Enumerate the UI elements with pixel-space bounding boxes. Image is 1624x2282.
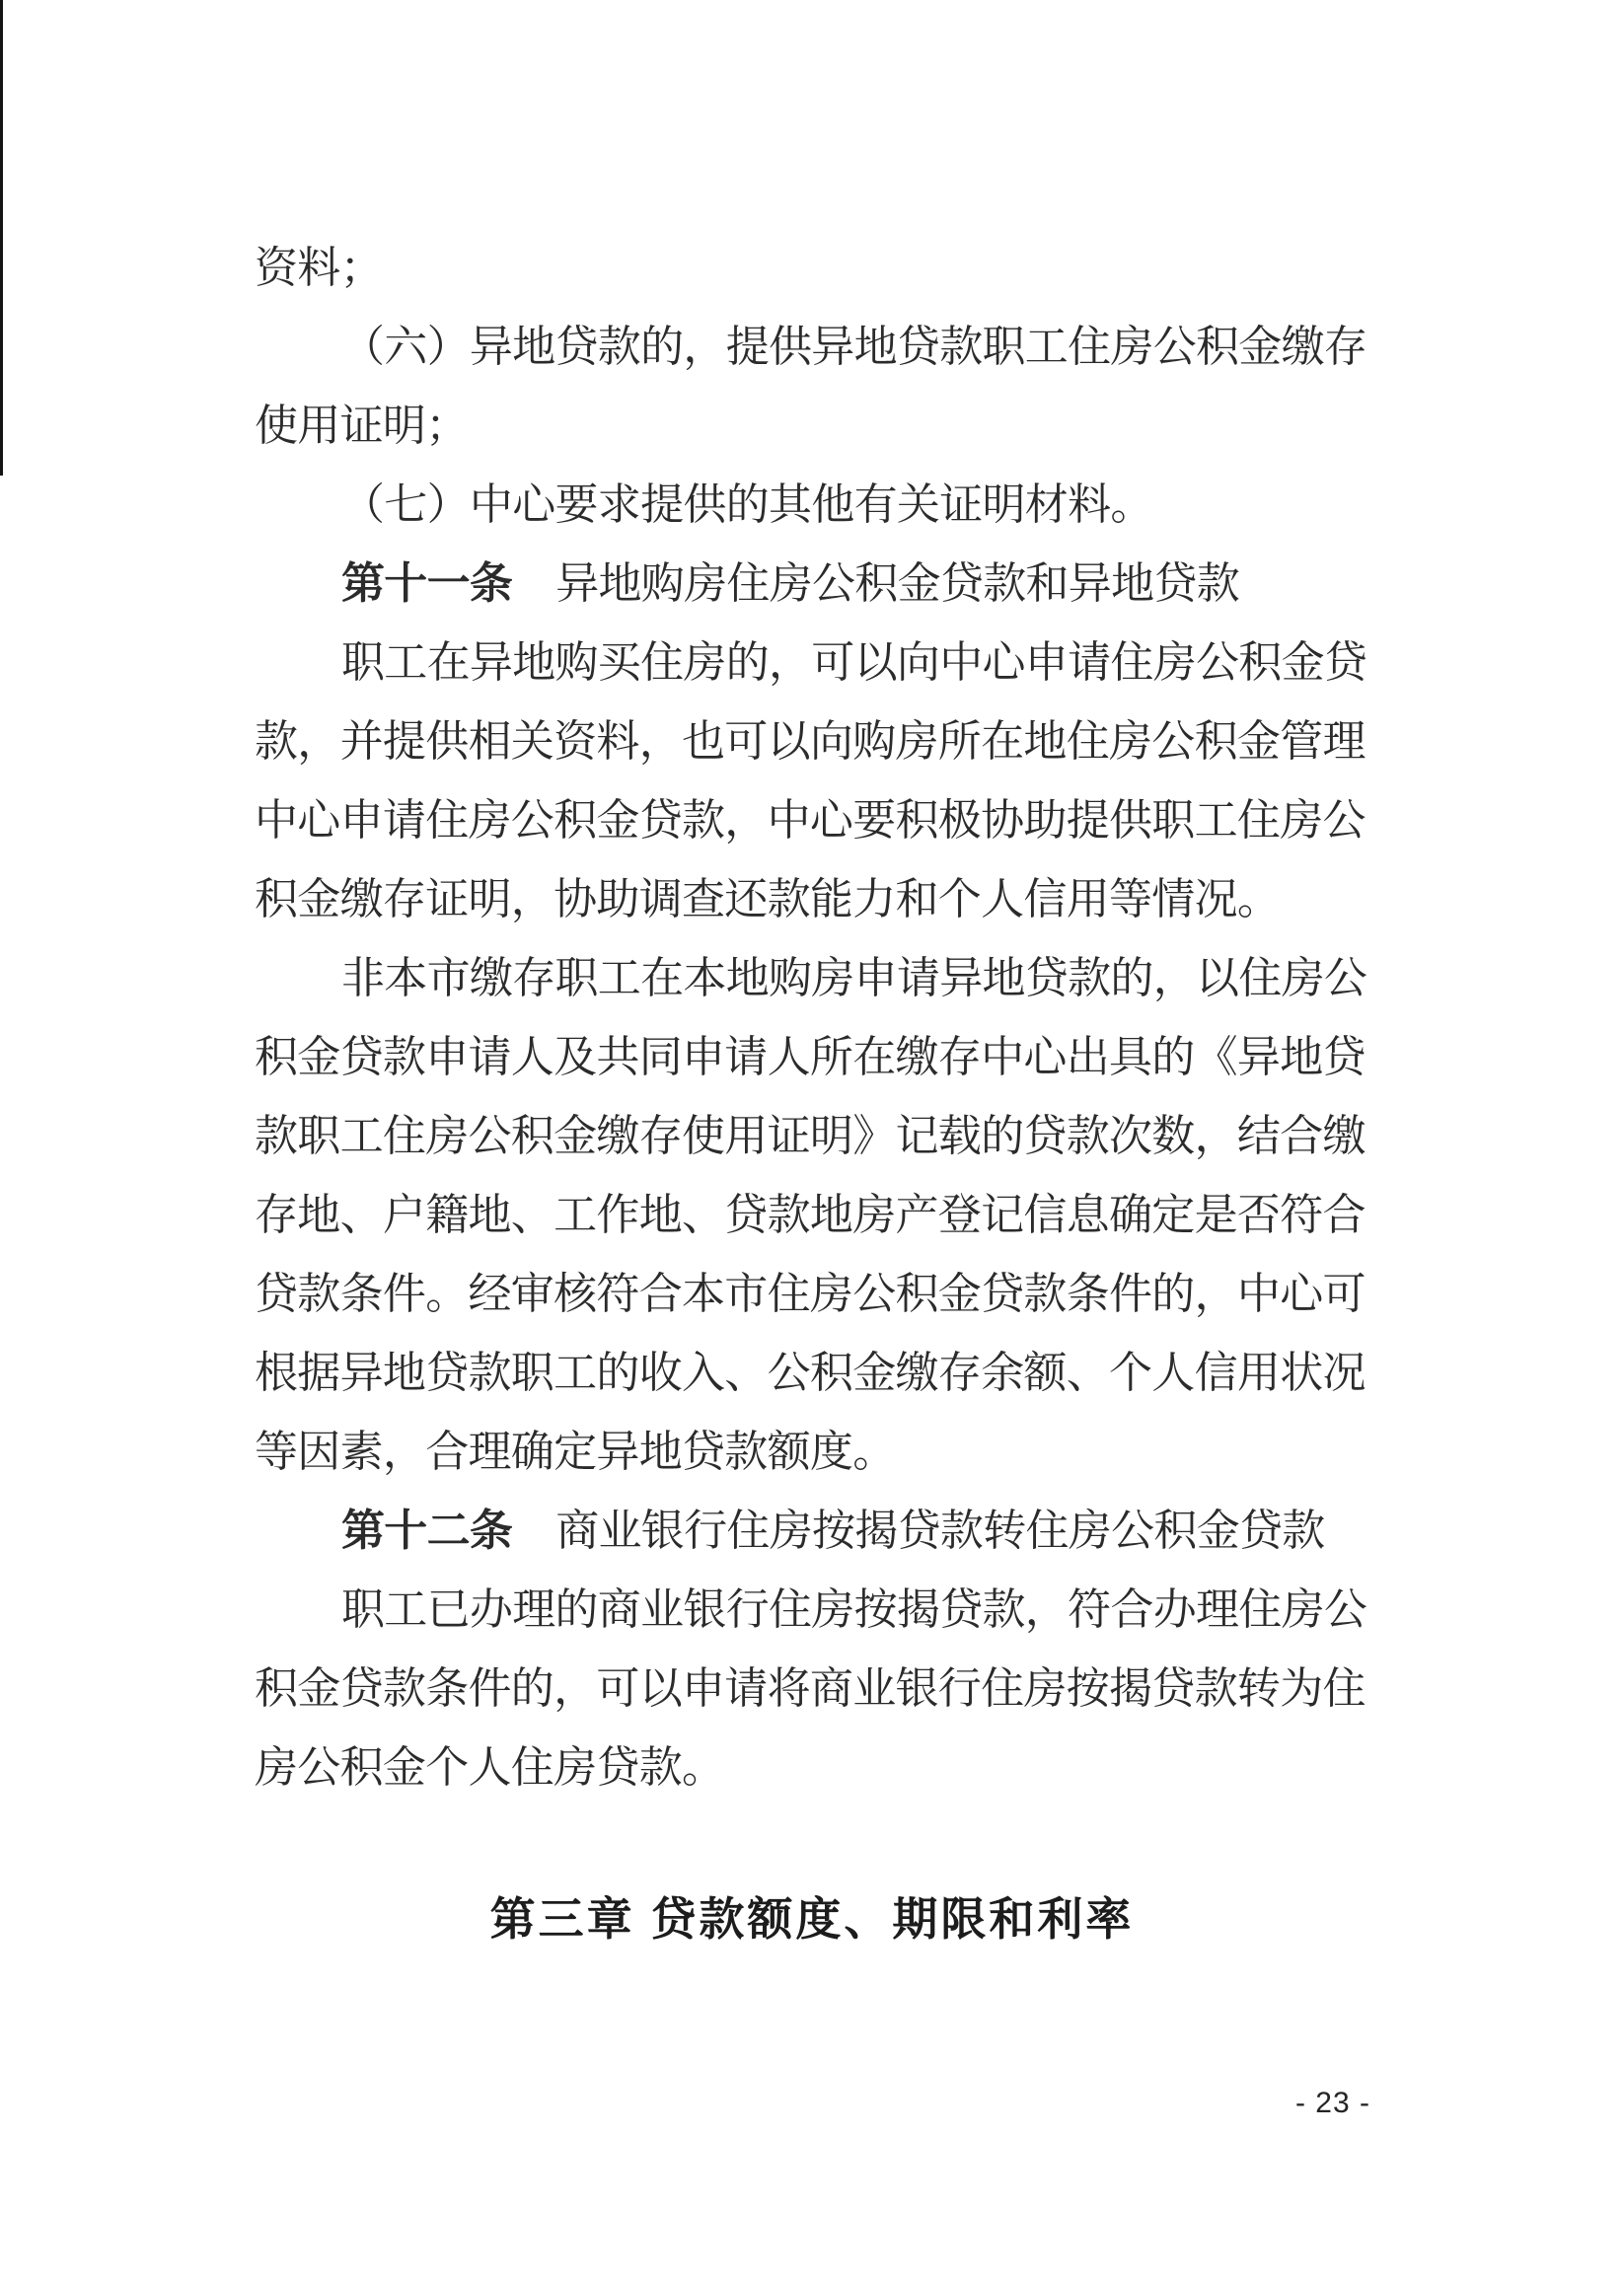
line-text: 积金缴存证明，协助调查还款能力和个人信用等情况。: [255, 875, 1281, 923]
line-text: 积金贷款条件的，可以申请将商业银行住房按揭贷款转为住: [255, 1664, 1366, 1713]
line-text: 存地、户籍地、工作地、贷款地房产登记信息确定是否符合: [255, 1191, 1366, 1239]
line-text: 资料；: [255, 244, 383, 292]
document-body: [255, 229, 1371, 1807]
line-text: 异地购房住房公积金贷款和异地贷款: [555, 559, 1240, 608]
line-text: 根据异地贷款职工的收入、公积金缴存余额、个人信用状况: [255, 1349, 1366, 1397]
text-line: [255, 545, 1371, 624]
text-line: [255, 1176, 1371, 1255]
scan-artifact-line: [0, 0, 3, 476]
text-line: [255, 860, 1371, 939]
text-line: [255, 1413, 1371, 1492]
line-text: 职工在异地购买住房的，可以向中心申请住房公积金贷: [341, 638, 1367, 687]
text-line: [255, 1255, 1371, 1334]
line-text: 积金贷款申请人及共同申请人所在缴存中心出具的《异地贷: [255, 1033, 1366, 1081]
text-line: [255, 939, 1371, 1018]
text-line: [255, 466, 1371, 545]
clause-number: 第十一条: [341, 559, 513, 608]
text-line: [255, 1097, 1371, 1176]
text-line: [255, 1650, 1371, 1729]
clause-number: 第十二条: [341, 1507, 513, 1555]
text-line: [255, 624, 1371, 702]
line-text: 款，并提供相关资料，也可以向购房所在地住房公积金管理: [255, 717, 1366, 766]
text-line: [255, 1018, 1371, 1097]
text-line: [255, 1334, 1371, 1413]
text-line: [255, 387, 1371, 466]
text-line: [255, 781, 1371, 860]
line-text: （七）中心要求提供的其他有关证明材料。: [341, 480, 1153, 529]
line-text: 贷款条件。经审核符合本市住房公积金贷款条件的，中心可: [255, 1270, 1366, 1318]
line-text: 款职工住房公积金缴存使用证明》记载的贷款次数，结合缴: [255, 1112, 1366, 1160]
line-text: （六）异地贷款的，提供异地贷款职工住房公积金缴存: [341, 323, 1367, 371]
text-line: [255, 229, 1371, 308]
text-line: [255, 1729, 1371, 1807]
line-text: 房公积金个人住房贷款。: [255, 1743, 725, 1792]
line-text: 商业银行住房按揭贷款转住房公积金贷款: [555, 1507, 1325, 1555]
text-line: [255, 702, 1371, 781]
line-text: 等因素，合理确定异地贷款额度。: [255, 1428, 896, 1476]
line-text: 职工已办理的商业银行住房按揭贷款，符合办理住房公: [341, 1585, 1367, 1634]
text-line: [255, 308, 1371, 387]
text-line: [255, 1492, 1371, 1571]
text-line: [255, 1571, 1371, 1650]
page-number: - 23 -: [1294, 2087, 1371, 2119]
line-text: 中心申请住房公积金贷款，中心要积极协助提供职工住房公: [255, 796, 1366, 845]
line-text: 非本市缴存职工在本地购房申请异地贷款的，以住房公: [341, 954, 1367, 1002]
chapter-heading: 第三章 贷款额度、期限和利率: [489, 1893, 1135, 1945]
line-text: 使用证明；: [255, 402, 469, 450]
